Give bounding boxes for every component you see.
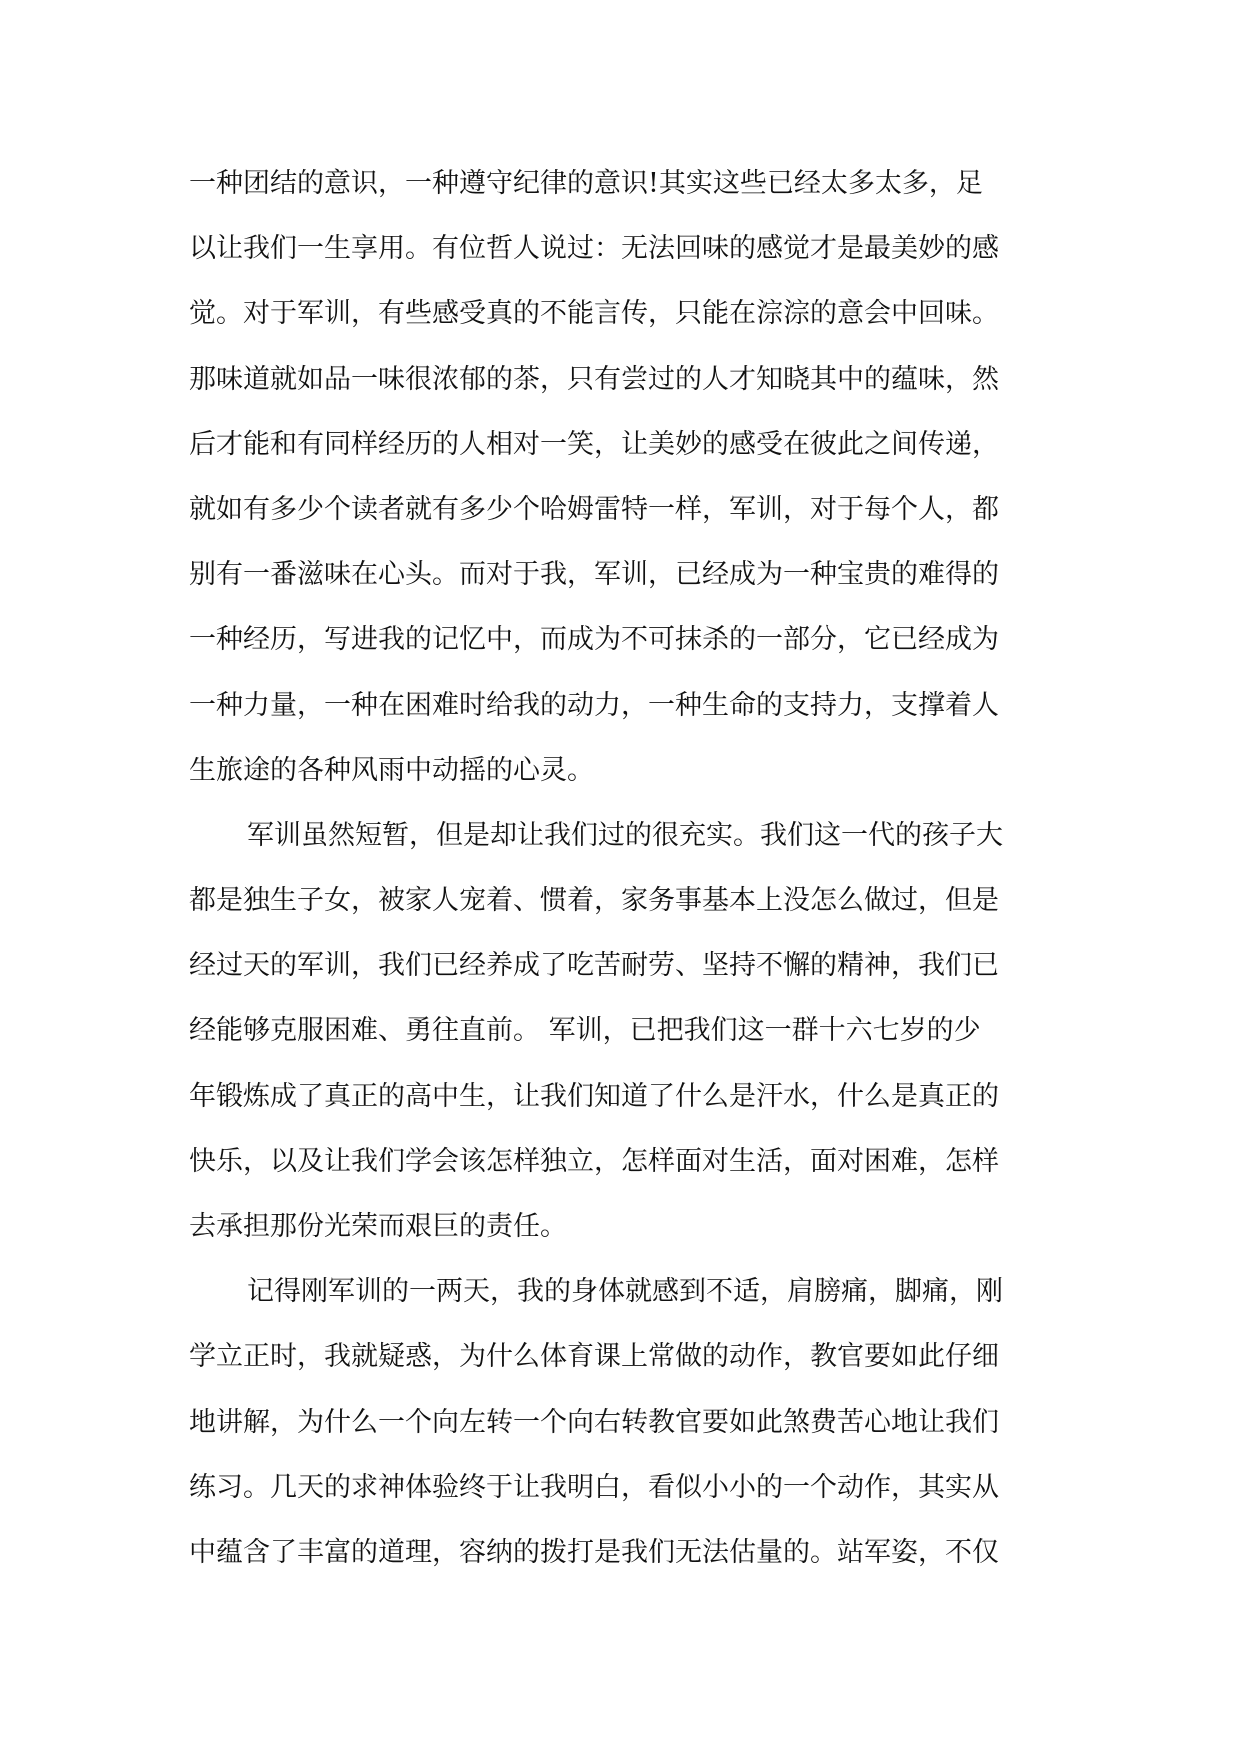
text-line: 记得刚军训的一两天，我的身体就感到不适，肩膀痛，脚痛，刚 xyxy=(247,1276,1003,1308)
text-line: 后才能和有同样经历的人相对一笑，让美妙的感受在彼此之间传递， xyxy=(189,428,999,460)
text-line: 以让我们一生享用。有位哲人说过：无法回味的感觉才是最美妙的感 xyxy=(189,233,999,265)
text-line: 学立正时，我就疑惑，为什么体育课上常做的动作，教官要如此仔细 xyxy=(189,1341,999,1373)
text-line: 练习。几天的求神体验终于让我明白，看似小小的一个动作，其实从 xyxy=(189,1471,999,1503)
text-line: 别有一番滋味在心头。而对于我，军训，已经成为一种宝贵的难得的 xyxy=(189,559,999,591)
text-line: 快乐，以及让我们学会该怎样独立，怎样面对生活，面对困难，怎样 xyxy=(189,1145,999,1177)
text-line: 觉。对于军训，有些感受真的不能言传，只能在淙淙的意会中回味。 xyxy=(189,298,999,330)
text-line: 一种经历，写进我的记忆中，而成为不可抹杀的一部分，它已经成为 xyxy=(189,624,999,656)
text-line: 一种团结的意识，一种遵守纪律的意识!其实这些已经太多太多，足 xyxy=(189,168,983,199)
text-line: 军训虽然短暂，但是却让我们过的很充实。我们这一代的孩子大 xyxy=(247,819,1003,851)
text-line: 都是独生子女，被家人宠着、惯着，家务事基本上没怎么做过，但是 xyxy=(189,885,999,917)
text-line: 一种力量，一种在困难时给我的动力，一种生命的支持力，支撑着人 xyxy=(189,689,999,721)
body-text xyxy=(189,151,1069,1585)
text-line: 中蕴含了丰富的道理，容纳的拨打是我们无法估量的。站军姿，不仅 xyxy=(189,1536,999,1568)
text-line: 生旅途的各种风雨中动摇的心灵。 xyxy=(189,754,594,786)
text-line: 经能够克服困难、勇往直前。 军训，已把我们这一群十六七岁的少 xyxy=(189,1015,981,1047)
text-line: 那味道就如品一味很浓郁的茶，只有尝过的人才知晓其中的蕴味，然 xyxy=(189,363,999,395)
text-line: 就如有多少个读者就有多少个哈姆雷特一样，军训，对于每个人，都 xyxy=(189,493,999,525)
text-line: 经过天的军训，我们已经养成了吃苦耐劳、坚持不懈的精神，我们已 xyxy=(189,950,999,982)
text-line: 年锻炼成了真正的高中生，让我们知道了什么是汗水，什么是真正的 xyxy=(189,1080,999,1112)
text-line: 去承担那份光荣而艰巨的责任。 xyxy=(189,1211,567,1242)
text-line: 地讲解，为什么一个向左转一个向右转教官要如此煞费苦心地让我们 xyxy=(189,1406,999,1438)
